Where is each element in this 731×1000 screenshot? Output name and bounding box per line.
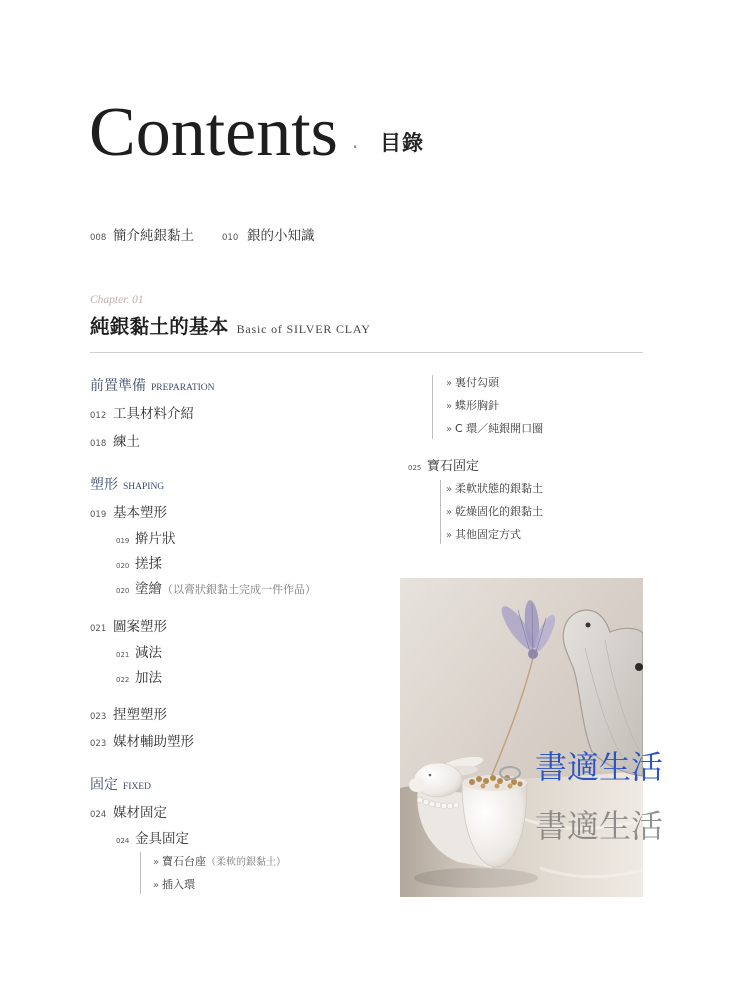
toc-entry [90,433,140,449]
page-number: 023 [90,712,107,722]
toc-entry [222,227,315,243]
toc-bullet [153,855,286,869]
bullet-marker: » [446,530,453,541]
chapter-divider [90,352,643,353]
page-number: 019 [90,510,107,520]
chapter-title-en: Basic of SILVER CLAY [236,322,371,336]
toc-entry [90,733,194,749]
entry-title: 搓揉 [135,556,162,572]
toc-bullet [446,399,499,413]
bullet-text: 其他固定方式 [455,528,521,541]
page-title: Contents [89,94,338,171]
toc-subentry [408,457,479,473]
figure-eye [586,623,591,628]
page-number: 012 [90,411,107,421]
entry-title: 簡介純銀黏土 [113,228,194,244]
section-title-en: FIXED [123,782,151,792]
toc-entry [90,804,167,820]
section-title-en: SHAPING [123,482,165,492]
entry-title: 塗繪 [135,581,162,597]
entry-title: 金具固定 [135,831,189,847]
toc-subentry [116,580,316,596]
toc-entry [90,618,167,634]
toc-entry [90,405,194,421]
entry-title: 銀的小知識 [247,228,315,244]
bullet-marker: » [446,401,453,412]
toc-bullet [446,528,521,542]
toc-bullet [446,376,499,390]
bullet-text: 插入環 [162,878,195,891]
entry-title: 減法 [135,645,162,661]
page-title-zh: 目錄 [380,131,424,155]
bullet-text: 寶石台座 [162,855,206,868]
bullet-marker: » [446,484,453,495]
toc-subentry [116,669,162,685]
section-heading-shaping [90,475,164,496]
bullet-note: （柔軟的銀黏土） [206,857,286,868]
figure-spot [635,663,643,671]
product-photo [400,578,643,897]
bullet-group-rule [140,852,141,894]
section-heading-preparation [90,376,215,397]
section-heading-fixed [90,775,151,796]
page-number: 018 [90,439,107,449]
bullet-marker: » [446,507,453,518]
entry-title: 練土 [113,434,140,450]
toc-entry [90,706,167,722]
section-title: 前置準備 [90,378,146,394]
toc-subentry [116,830,189,846]
entry-title: 媒材固定 [113,805,167,821]
page-number: 008 [90,233,107,243]
toc-bullet [446,505,543,519]
bullet-text: 裏付勾頭 [455,376,499,389]
title-separator: · [352,135,359,159]
section-title-en: PREPARATION [151,383,215,393]
bullet-group-rule [432,375,433,439]
chapter-label: Chapter. 01 [90,294,144,306]
page-number: 025 [408,464,422,472]
page-number: 024 [90,810,107,820]
cup-shadow [414,868,538,888]
entry-title: 寶石固定 [427,459,480,474]
bullet-text: 柔軟狀態的銀黏土 [455,482,543,495]
page-number: 019 [116,537,130,545]
toc-bullet [446,422,543,436]
toc-subentry [116,555,162,571]
page-number: 020 [116,562,130,570]
page-number: 023 [90,739,107,749]
chapter-title: 純銀黏土的基本 [90,315,229,338]
entry-title: 加法 [135,670,162,686]
bullet-text: 乾燥固化的銀黏土 [455,505,543,518]
rabbit-eye [429,774,432,777]
page-number: 024 [116,837,130,845]
chapter-title-line [90,314,371,342]
entry-title: 工具材料介紹 [113,406,194,422]
section-title: 固定 [90,777,118,793]
toc-entry [90,227,194,243]
toc-entry [90,504,167,520]
page-number: 021 [116,651,130,659]
watermark-blue: 書適生活 [535,748,664,786]
entry-title: 圖案塑形 [113,619,167,635]
watermark-gray: 書適生活 [535,807,664,845]
bullet-marker: » [153,880,160,891]
toc-subentry [116,530,176,546]
toc-bullet [446,482,543,496]
bullet-marker: » [446,424,453,435]
page-number: 022 [116,676,130,684]
entry-note: （以膏狀銀黏土完成一件作品） [162,583,316,596]
page-number: 020 [116,587,130,595]
section-title: 塑形 [90,477,118,493]
toc-subentry [116,644,162,660]
entry-title: 基本塑形 [113,505,167,521]
page-number: 010 [222,233,239,243]
entry-title: 捏塑塑形 [113,707,167,723]
bullet-text: 蝶形胸針 [455,399,499,412]
toc-bullet [153,878,195,892]
bullet-marker: » [446,378,453,389]
entry-title: 擀片狀 [135,531,176,547]
page-number: 021 [90,624,107,634]
bullet-group-rule [440,480,441,544]
bullet-marker: » [153,857,160,868]
entry-title: 媒材輔助塑形 [113,734,194,750]
bullet-text: C 環／純銀開口圈 [455,422,544,435]
